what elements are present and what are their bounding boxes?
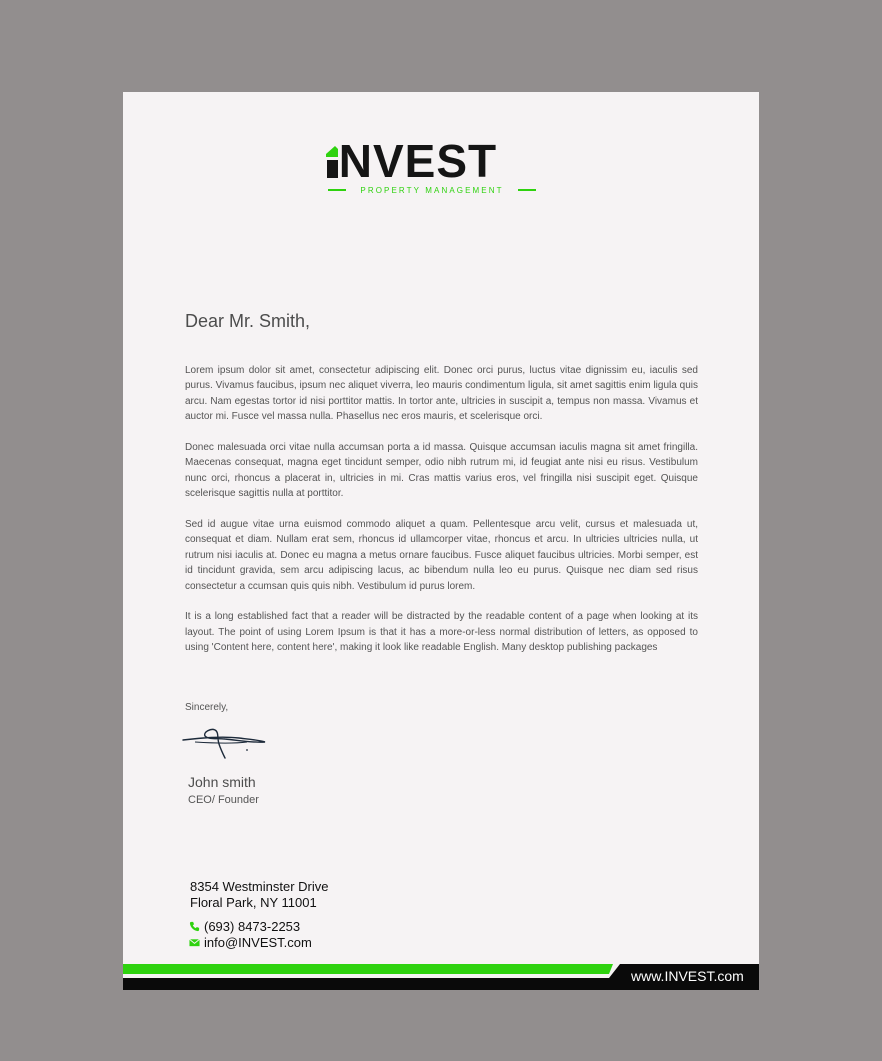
company-logo (323, 135, 545, 202)
logo-tagline: PROPERTY MANAGEMENT (360, 185, 504, 195)
logo-wordmark: NVEST (338, 135, 498, 187)
address-line-1: 8354 Westminster Drive (190, 879, 329, 894)
tagline-left-rule (328, 189, 346, 191)
signer-name: John smith (188, 774, 256, 790)
letter-body (185, 363, 698, 671)
body-paragraph: Donec malesuada orci vitae nulla accumsan porta a id massa. Quisque accumsan iaculis magna sit amet fringilla. Maecenas consequat, magna eget tincidunt semper, odio nibh rutrum mi, id feugiat ante nisi eu risus. Vestibulum nunc orci, rhoncus a placerat in, ultricies in mi. Cras mattis varius eros, vel fringilla nisi suscipit eget. Quisque scelerisque sagittis nulla at porttitor. (185, 442, 698, 500)
signer-title: CEO/ Founder (188, 794, 259, 806)
website-url[interactable]: www.INVEST.com (631, 968, 744, 984)
letter-closing: Sincerely, (185, 702, 229, 713)
letterhead-page (123, 92, 759, 990)
phone-icon (189, 921, 200, 932)
phone-row (189, 919, 300, 934)
letter-greeting: Dear Mr. Smith, (185, 311, 311, 331)
address-line-2: Floral Park, NY 11001 (190, 895, 317, 910)
tagline-right-rule (518, 189, 536, 191)
email-icon (189, 937, 200, 948)
phone-number: (693) 8473-2253 (204, 919, 301, 934)
company-address (190, 879, 328, 911)
logo-tagline-row (328, 182, 536, 198)
body-paragraph: It is a long established fact that a reader will be distracted by the readable content of a page when looking at its layout. The point of using Lorem Ipsum is that it has a more-or-less normal distribution of letters, as opposed to using 'Content here, content here', making it look like readable English. Many desktop publishing packages (185, 611, 698, 654)
handwritten-signature (181, 724, 267, 760)
body-paragraph: Lorem ipsum dolor sit amet, consectetur adipiscing elit. Donec orci purus, luctus vitae dignissim eu, iaculis sed purus. Vivamus faucibus, ipsum nec aliquet viverra, leo mauris condimentum ligula, sit amet sagittis enim ligula quis arcu. Nam egestas tortor id nisi porttitor mattis. In tortor ante, ultricies in suscipit a, tempus non massa. Vivamus et auctor mi. Fusce vel massa nulla. Phasellus nec eros mauris, et scelerisque orci. (185, 365, 698, 423)
house-roof-icon (326, 146, 338, 178)
body-paragraph: Sed id augue vitae urna euismod commodo aliquet a quam. Pellentesque arcu velit, cursus et malesuada ut, consequat et diam. Nullam erat sem, rhoncus id ullamcorper vitae, rhoncus et arcu. In ultricies ultricies nulla, ut rutrum nisi iaculis at. Donec eu magna a metus ornare faucibus. Fusce aliquet faucibus ultricies. Morbi semper, est id tincidunt gravida, sem arcu adipiscing lacus, ac bibendum nulla leo eu purus. Quisque nec diam sed risus consectetur a ccumsan quis quis nibh. Vestibulum id purus lorem. (185, 519, 698, 592)
email-address: info@INVEST.com (204, 935, 312, 950)
email-row (189, 935, 312, 950)
